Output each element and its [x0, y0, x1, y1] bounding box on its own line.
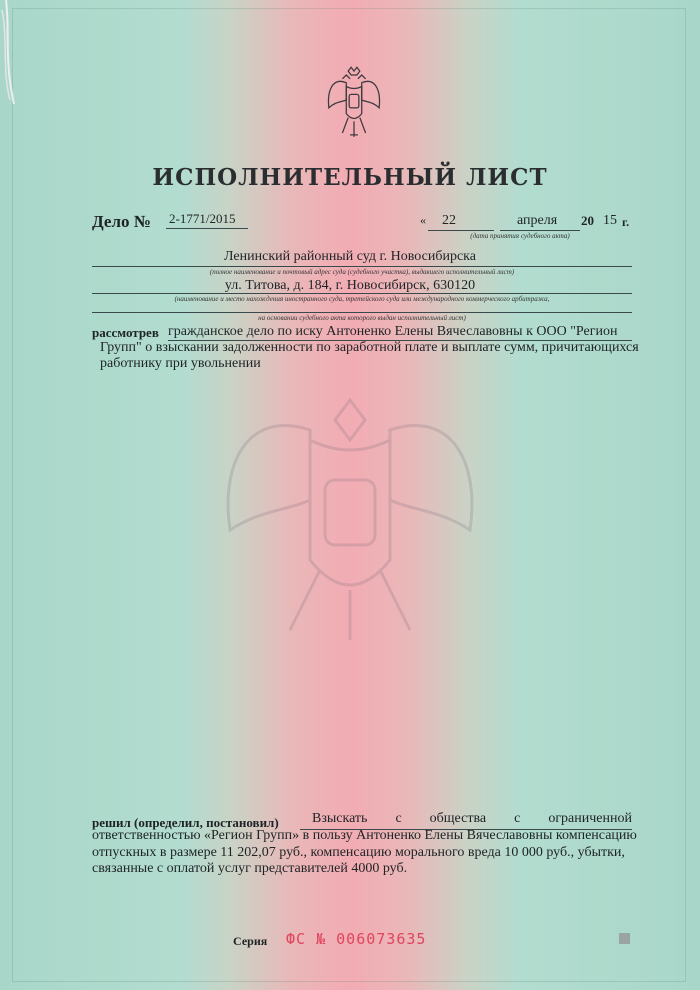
case-number-line: [166, 228, 248, 229]
date-year-suffix: 15: [603, 213, 617, 228]
court-name-caption: (полное наименование и почтовый адрес суда (судебного участка), выдавшего исполнительный лист): [209, 268, 515, 276]
document-title: ИСПОЛНИТЕЛЬНЫЙ ЛИСТ: [152, 164, 548, 191]
case-number-label: Дело №: [92, 212, 151, 231]
date-open-quote: «: [420, 213, 426, 227]
court-address-line: [92, 293, 632, 294]
decided-word-5: ограниченной: [548, 811, 632, 826]
decided-word-2: с: [395, 811, 402, 826]
court-name-line: [92, 266, 632, 267]
court-address-caption: (наименование и место нахождения иностранного суда, третейского суда или международного коммерческого арбитража,: [174, 295, 550, 303]
background-coat-of-arms: [200, 360, 500, 660]
date-month-line: [500, 230, 580, 231]
date-month: апреля: [517, 213, 558, 228]
coat-of-arms-emblem: [325, 64, 383, 144]
decided-word-1: Взыскать: [312, 811, 368, 826]
considered-line-1: гражданское дело по иску Антоненко Елены Вячеславовны к ООО "Регион: [168, 324, 618, 339]
corner-marker: [619, 933, 630, 944]
case-number-value: 2-1771/2015: [169, 211, 236, 226]
basis-line: [92, 312, 632, 313]
decided-line-4: связанные с оплатой услуг представителей 4000 руб.: [92, 861, 408, 876]
series-number: ФС № 006073635: [286, 930, 427, 948]
basis-caption: на основании судебного акта которого выдан исполнительный лист): [258, 314, 466, 322]
date-year-unit: г.: [622, 215, 630, 229]
decided-line-2: ответственностью «Регион Групп» в пользу Антоненко Елены Вячеславовны компенсацию: [92, 828, 637, 843]
decided-line-3: отпускных в размере 11 202,07 руб., компенсацию морального вреда 10 000 руб., убытки,: [92, 845, 625, 860]
court-name: Ленинский районный суд г. Новосибирска: [224, 249, 476, 264]
decided-line-1: [312, 811, 632, 827]
considered-label: рассмотрев: [92, 325, 159, 340]
court-address: ул. Титова, д. 184, г. Новосибирск, 630120: [224, 278, 476, 293]
series-label: Серия: [233, 934, 268, 948]
decided-word-3: общества: [429, 811, 487, 826]
binding-thread: [0, 0, 30, 110]
considered-line-2: Групп" о взыскании задолженности по заработной плате и выплате сумм, причитающихся: [100, 340, 639, 355]
decided-word-4: с: [514, 811, 521, 826]
date-day: 22: [442, 213, 456, 228]
date-year-prefix: 20: [581, 213, 594, 228]
considered-line-3: работнику при увольнении: [100, 356, 261, 371]
decided-label: решил (определил, постановил): [92, 815, 279, 830]
date-caption: (дата принятия судебного акта): [470, 232, 570, 240]
date-day-line: [428, 230, 494, 231]
